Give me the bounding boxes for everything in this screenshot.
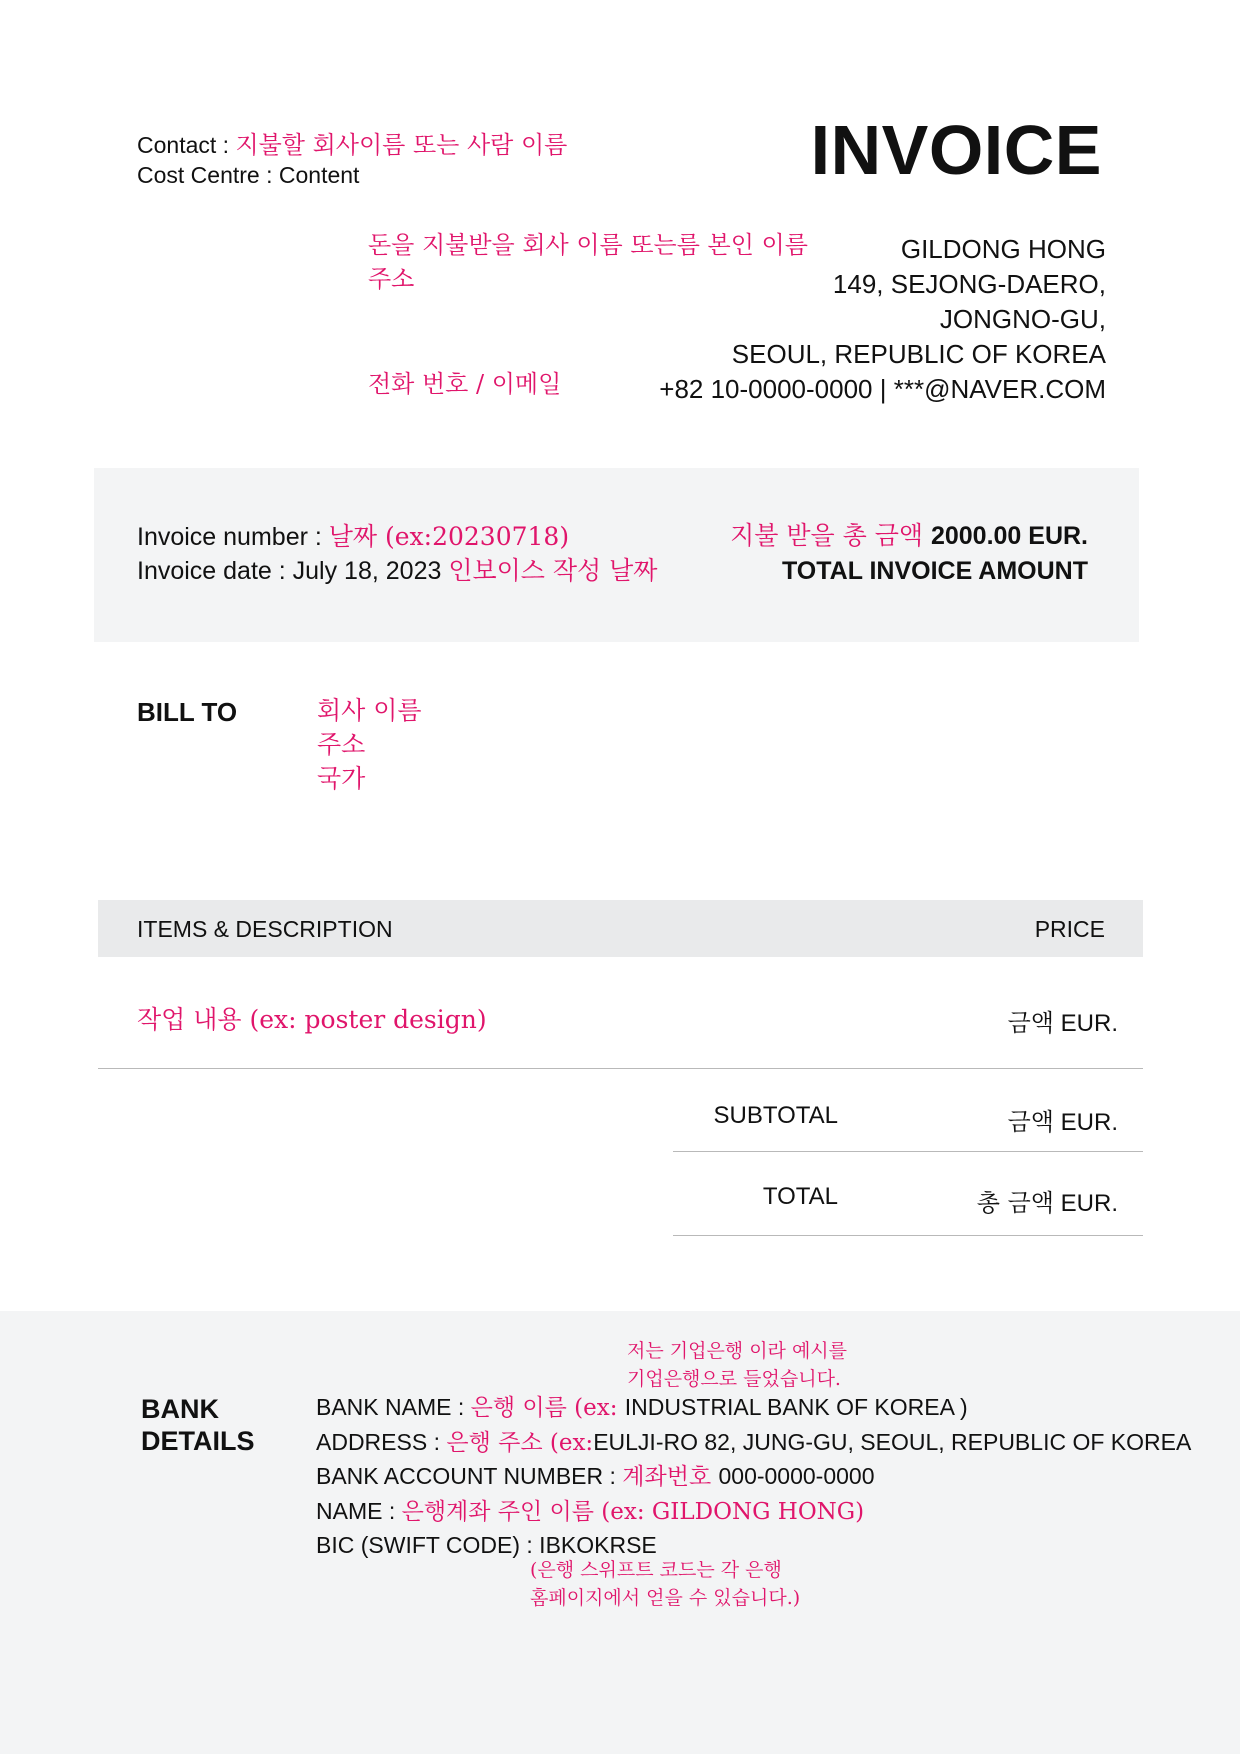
bank-note-top-line1: 저는 기업은행 이라 예시를 bbox=[627, 1340, 848, 1362]
swift-note-line2: 홈페이지에서 얻을 수 있습니다.) bbox=[530, 1587, 801, 1609]
total-unit: EUR. bbox=[1053, 1190, 1118, 1217]
swift-code-note bbox=[530, 1556, 800, 1612]
contact-block bbox=[137, 130, 567, 190]
subtotal-unit: EUR. bbox=[1053, 1109, 1118, 1136]
bank-address-hint: 은행 주소 (ex: bbox=[446, 1429, 594, 1456]
bill-to-values bbox=[317, 694, 422, 796]
item-price-unit: EUR. bbox=[1053, 1010, 1118, 1037]
item-row-divider bbox=[98, 1068, 1143, 1069]
invoice-meta bbox=[137, 520, 657, 588]
total-divider bbox=[673, 1235, 1143, 1236]
bank-label-line1: BANK bbox=[141, 1394, 219, 1424]
bank-address-value: EULJI-RO 82, JUNG-GU, SEOUL, REPUBLIC OF KOREA bbox=[593, 1428, 1192, 1455]
bank-name-line bbox=[316, 1391, 1191, 1426]
bank-account-value: 000-0000-0000 bbox=[718, 1463, 875, 1489]
bank-account-label: BANK ACCOUNT NUMBER : bbox=[316, 1463, 623, 1489]
total-amount-line bbox=[730, 518, 1088, 554]
bank-account-hint: 계좌번호 bbox=[622, 1464, 719, 1490]
total-hint: 총 금액 bbox=[976, 1189, 1054, 1217]
invoice-number-hint: 날짜 (ex:20230718) bbox=[328, 522, 570, 551]
bank-note-top-line2: 기업은행으로 들었습니다. bbox=[627, 1368, 841, 1390]
invoice-number-line bbox=[137, 520, 657, 554]
subtotal-label: SUBTOTAL bbox=[713, 1102, 838, 1129]
total-amount-label: TOTAL INVOICE AMOUNT bbox=[781, 557, 1088, 585]
bill-to-label: BILL TO bbox=[137, 697, 238, 727]
payee-contact: +82 10-0000-0000 | ***@NAVER.COM bbox=[659, 374, 1106, 404]
bank-label-line2: DETAILS bbox=[141, 1426, 255, 1456]
payee-address-block bbox=[659, 232, 1106, 407]
bank-address-label: ADDRESS : bbox=[316, 1428, 447, 1455]
total-value bbox=[977, 1183, 1118, 1218]
bank-example-note bbox=[627, 1337, 847, 1393]
items-column-price: PRICE bbox=[1034, 916, 1105, 942]
total-label: TOTAL bbox=[762, 1183, 838, 1210]
bank-holder-line bbox=[316, 1495, 1191, 1530]
item-description: 작업 내용 (ex: poster design) bbox=[137, 1005, 487, 1034]
total-amount-hint: 지불 받을 총 금액 bbox=[730, 521, 931, 550]
bank-bic-line: BIC (SWIFT CODE) : IBKOKRSE bbox=[316, 1532, 657, 1558]
invoice-date-label: Invoice date : July 18, 2023 bbox=[137, 557, 449, 585]
bank-holder-label: NAME : bbox=[316, 1497, 402, 1524]
payee-address-hint: 주소 bbox=[368, 265, 415, 293]
invoice-title: INVOICE bbox=[810, 111, 1102, 189]
cost-centre: Cost Centre : Content bbox=[137, 162, 360, 188]
bank-name-hint: 은행 이름 (ex: bbox=[470, 1395, 625, 1421]
payee-address-line1: 149, SEJONG-DAERO, bbox=[832, 269, 1106, 299]
swift-note-line1: (은행 스위프트 코드는 각 은행 bbox=[530, 1559, 782, 1581]
payee-address-line2: JONGNO-GU, bbox=[939, 304, 1106, 334]
subtotal-divider bbox=[673, 1151, 1143, 1152]
bank-account-line bbox=[316, 1460, 1191, 1495]
bill-to-company: 회사 이름 bbox=[317, 696, 422, 725]
payee-phone-hint: 전화 번호 / 이메일 bbox=[368, 370, 562, 398]
bank-details-lines bbox=[316, 1391, 1191, 1563]
item-price bbox=[1008, 1003, 1118, 1038]
subtotal-value bbox=[1008, 1102, 1118, 1137]
total-amount-value: 2000.00 EUR. bbox=[930, 522, 1088, 550]
items-column-description: ITEMS & DESCRIPTION bbox=[137, 916, 393, 942]
invoice-total-block bbox=[730, 518, 1088, 589]
invoice-date-hint: 인보이스 작성 날짜 bbox=[448, 556, 658, 585]
subtotal-hint: 금액 bbox=[1007, 1108, 1054, 1136]
contact-label: Contact : bbox=[137, 132, 236, 158]
payee-name-hint: 돈을 지불받을 회사 이름 또는름 본인 이름 bbox=[368, 231, 808, 259]
payee-address-line3: SEOUL, REPUBLIC OF KOREA bbox=[731, 339, 1106, 369]
invoice-date-line bbox=[137, 554, 657, 588]
payee-name: GILDONG HONG bbox=[900, 234, 1106, 264]
item-price-hint: 금액 bbox=[1007, 1009, 1054, 1037]
contact-value: 지불할 회사이름 또는 사람 이름 bbox=[235, 131, 568, 159]
bill-to-country: 국가 bbox=[317, 764, 366, 793]
bank-name-value: INDUSTRIAL BANK OF KOREA ) bbox=[624, 1394, 968, 1420]
bank-holder-hint: 은행계좌 주인 이름 (ex: GILDONG HONG) bbox=[401, 1498, 865, 1525]
bank-address-line bbox=[316, 1426, 1191, 1461]
bank-details-label bbox=[141, 1393, 255, 1457]
bill-to-address: 주소 bbox=[317, 730, 366, 759]
bank-name-label: BANK NAME : bbox=[316, 1394, 471, 1420]
invoice-number-label: Invoice number : bbox=[137, 523, 329, 551]
contact-line bbox=[137, 130, 567, 160]
